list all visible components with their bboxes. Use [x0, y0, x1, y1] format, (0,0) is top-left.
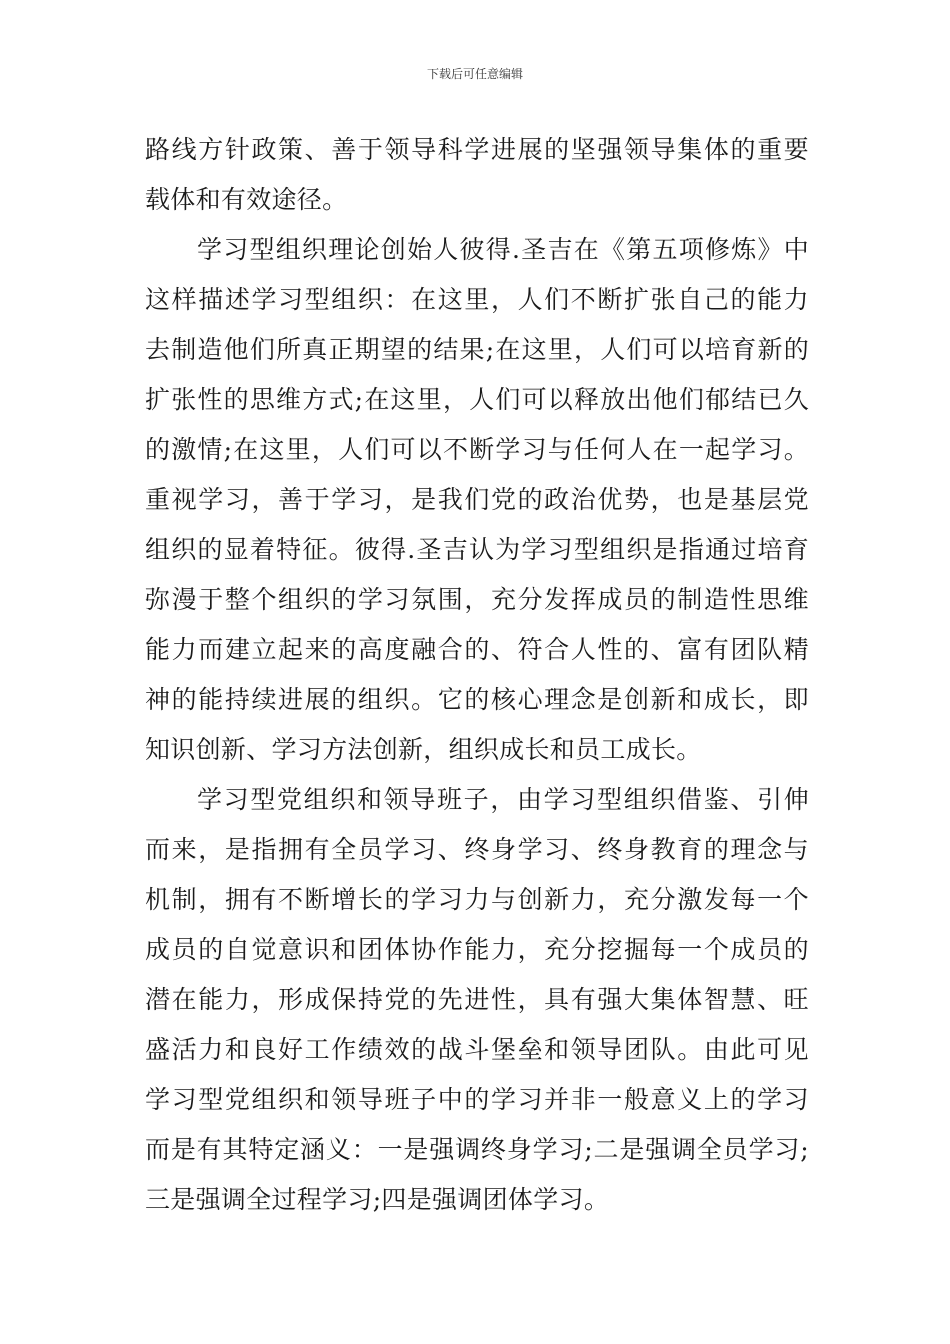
text-line: 学习型党组织和领导班子，由学习型组织借鉴、引伸	[197, 785, 809, 814]
text-line: 路线方针政策、善于领导科学进展的坚强领导集体的重要	[145, 135, 809, 164]
text-line: 能力而建立起来的高度融合的、符合人性的、富有团队精	[145, 635, 809, 664]
document-body	[145, 125, 809, 1225]
text-line: 成员的自觉意识和团体协作能力，充分挖掘每一个成员的	[145, 935, 809, 964]
paragraph-1	[145, 125, 809, 225]
text-line: 组织的显着特征。彼得.圣吉认为学习型组织是指通过培育	[145, 535, 809, 564]
page-header: 下载后可任意编辑	[426, 67, 523, 81]
text-line: 弥漫于整个组织的学习氛围，充分发挥成员的制造性思维	[145, 585, 809, 614]
text-line: 扩张性的思维方式;在这里，人们可以释放出他们郁结已久	[145, 385, 809, 414]
text-line: 去制造他们所真正期望的结果;在这里，人们可以培育新的	[145, 335, 809, 364]
text-line: 重视学习，善于学习，是我们党的政治优势，也是基层党	[145, 485, 809, 514]
text-line: 的激情;在这里，人们可以不断学习与任何人在一起学习。	[145, 435, 809, 464]
text-line: 潜在能力，形成保持党的先进性，具有强大集体智慧、旺	[145, 985, 809, 1014]
text-line: 盛活力和良好工作绩效的战斗堡垒和领导团队。由此可见	[145, 1035, 809, 1064]
text-line: 而来，是指拥有全员学习、终身学习、终身教育的理念与	[145, 835, 809, 864]
text-line: 三是强调全过程学习;四是强调团体学习。	[145, 1185, 610, 1214]
text-line: 机制，拥有不断增长的学习力与创新力，充分激发每一个	[145, 885, 809, 914]
text-line: 知识创新、学习方法创新，组织成长和员工成长。	[145, 735, 702, 764]
paragraph-3	[145, 775, 809, 1225]
text-line: 这样描述学习型组织：在这里，人们不断扩张自己的能力	[145, 285, 809, 314]
text-line: 而是有其特定涵义：一是强调终身学习;二是强调全员学习;	[145, 1135, 809, 1164]
text-line: 神的能持续进展的组织。它的核心理念是创新和成长，即	[145, 685, 809, 714]
text-line: 学习型党组织和领导班子中的学习并非一般意义上的学习	[145, 1085, 809, 1114]
text-line: 学习型组织理论创始人彼得.圣吉在《第五项修炼》中	[197, 235, 809, 264]
paragraph-2	[145, 225, 809, 775]
text-line: 载体和有效途径。	[145, 185, 348, 214]
